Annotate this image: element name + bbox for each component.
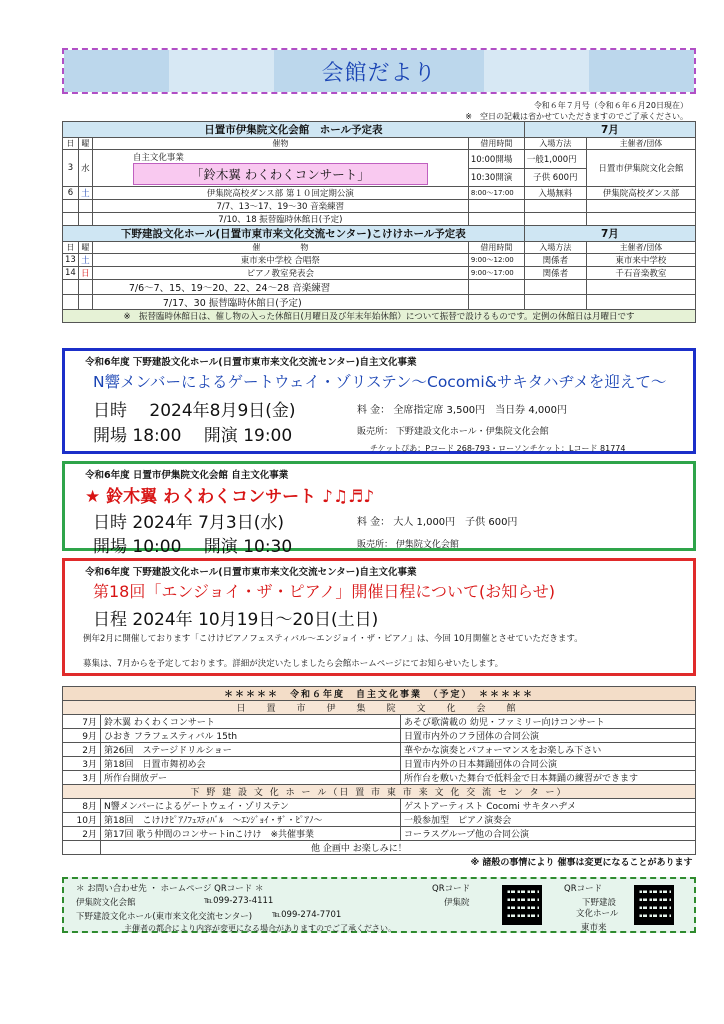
qr-code-ijuin[interactable] (502, 885, 542, 925)
blank-note: ※ 空日の記載は省かせていただきますのでご了承ください。 (465, 112, 688, 121)
table-row: 8月 N響メンバーによるゲートウェイ・ゾリステン ゲストアーティスト Cocomi サキタハヂメ (63, 799, 696, 813)
annual-plan-table: ＊＊＊＊＊ 令和６年度 自主文化事業 （予定） ＊＊＊＊＊ 日 置 市 伊 集 院 文 化 会 館 7月 鈴木翼 わくわくコンサート あそび歌満載の 幼児・ファミリー向けコンサート 9月 ひおき フラフェスティバル 15th 日置市内外のフラ団体の合同公演 2月 第26回 ステージドリルショー 華やかな演奏とパフォーマンスをお楽しみ下さい 3月 第18回 日置市舞初め会 日置市内外の日本舞踊団体の合同公演 3月 所作台開放デー 所作台を敷いた舞台で低料金で日本舞踊の練習ができます 下 野 建 設 文 化 ホ ー ル（日 置 市 東 市 来 文 化 交 流 セ ン タ ー） 8月 N響メンバーによるゲートウェイ・ゾリステン ゲストアーティスト Cocomi サキタハヂメ 10月 第18回 こけけﾋﾟｱﾉﾌｪｽﾃｨﾊﾞﾙ ～ｴﾝｼﾞｮｲ・ｻﾞ・ﾋﾟｱﾉ～ 一般参加型 ピアノ演奏会 2月 第17回 歌う仲間のコンサートinこけけ ※共催事業 コーラスグループ他の合同公演 他 企画中 お楽しみに！ ※ 諸般の事情により 催事は変更になることがあります (62, 686, 696, 868)
table-row: 2月 第17回 歌う仲間のコンサートinこけけ ※共催事業 コーラスグループ他の合同公演 (63, 827, 696, 841)
table-row: 3月 第18回 日置市舞初め会 日置市内外の日本舞踊団体の合同公演 (63, 757, 696, 771)
table-row: 3 水 自主文化事業 「鈴木翼 わくわくコンサート」 10:00開場 一般1,000円 日置市伊集院文化会館 (63, 150, 696, 169)
contact-box: ＊ お問い合わせ先 ・ ホームページ QRコード ＊ 伊集院文化会館 ℡099-273-4111 下野建設文化ホール(東市来文化交流センター) ℡099-274-7701 主催者の都合により内容が変更になる場合がありますのでご了承ください。 QRコード 伊集院 QRコード 下野建設 文化ホール 東市来 (62, 877, 696, 933)
table-row: 13 土 東市来中学校 合唱祭 9:00～12:00 関係者 東市来中学校 (63, 254, 696, 267)
hall1-title: 日置市伊集院文化会館 ホール予定表 (63, 122, 525, 138)
hall1-month: 7月 (524, 122, 695, 138)
issue-date: 令和６年７月号（令和６年６月20日現在） (533, 101, 688, 110)
table-row: 2月 第26回 ステージドリルショー 華やかな演奏とパフォーマンスをお楽しみ下さい (63, 743, 696, 757)
hall1-schedule: 日置市伊集院文化会館 ホール予定表 7月 日 曜 催物 借用時間 入場方法 主催者/団体 3 水 自主文化事業 「鈴木翼 わくわくコンサート」 10:00開場 一般1,000円 日置市伊集院文化会館 10:30開演 子供 600円 6 土 伊集院高校ダンス部 第１０回定期公演 8:00～17:00 入場無料 伊集院高校ダンス部 7/7、13～17、19～30 音楽練習 7/10、18 振替臨時休館日(予定) 下野建設文化ホール(日置市東市来文化交流センター)こけけホール予定表 7月 日 曜 催 物 借用時間 入場方法 主催者/団体 13 土 東市来中学校 合唱祭 9:00～12:00 関係者 東市来中学校 14 日 ピアノ教室発表会 9:00～17:00 関係者 千石音楽教室 7/6～7、15、19～20、22、24～28 音楽練習 7/17、30 振替臨時休館日(予定) ※ 振替臨時休館日は、催し物の入った休館日(月曜日及び年末年始休館）について振替で設けるものです。定例の休館日は月曜日です (62, 121, 696, 323)
hall2-month: 7月 (524, 226, 695, 242)
hall2-title: 下野建設文化ホール(日置市東市来文化交流センター)こけけホール予定表 (63, 226, 525, 242)
event-box-piano: 令和6年度 下野建設文化ホール(日置市東市来文化交流センター)自主文化事業 第18回「エンジョイ・ザ・ピアノ」開催日程について(お知らせ) 日程 2024年 10月19日～20日(土日) 例年2月に開催しております「こけけピアノフェスティバル～エンジョイ・ザ・ピアノ」は、今回 10月開催とさせていただきます。 募集は、7月からを予定しております。詳細が決定いたしましたら会館ホームページにてお知らせいたします。 (62, 558, 696, 676)
table-row: 14 日 ピアノ教室発表会 9:00～17:00 関係者 千石音楽教室 (63, 267, 696, 280)
page-title: 会館だより (321, 60, 437, 86)
event-box-nkyo: 令和6年度 下野建設文化ホール(日置市東市来文化交流センター)自主文化事業 N響メンバーによるゲートウェイ・ゾリステン～Cocomi&サキタハヂメを迎えて～ 日時 2024年8月9日(金) 開場 18:00 開演 19:00 料 金： 全席指定席 3,500円 当日券 4,000円 販売所： 下野建設文化ホール・伊集院文化会館 チケットぴあ：Pコード 268-793・ローソンチケット：Lコード 81774 (62, 348, 696, 454)
plan-title: ＊＊＊＊＊ 令和６年度 自主文化事業 （予定） ＊＊＊＊＊ (63, 687, 696, 701)
holiday-note: ※ 振替臨時休館日は、催し物の入った休館日(月曜日及び年末年始休館）について振替で設けるものです。定例の休館日は月曜日です (63, 310, 696, 323)
change-caution: ※ 諸般の事情により 催事は変更になることがあります (470, 858, 693, 868)
table-row: 9月 ひおき フラフェスティバル 15th 日置市内外のフラ団体の合同公演 (63, 729, 696, 743)
table-row: 7月 鈴木翼 わくわくコンサート あそび歌満載の 幼児・ファミリー向けコンサート (63, 715, 696, 729)
table-row: 10月 第18回 こけけﾋﾟｱﾉﾌｪｽﾃｨﾊﾞﾙ ～ｴﾝｼﾞｮｲ・ｻﾞ・ﾋﾟｱﾉ～ 一般参加型 ピアノ演奏会 (63, 813, 696, 827)
table-row: 3月 所作台開放デー 所作台を敷いた舞台で低料金で日本舞踊の練習ができます (63, 771, 696, 785)
event-box-suzuki: 令和6年度 日置市伊集院文化会館 自主文化事業 ★ 鈴木翼 わくわくコンサート ♪♫♬♪ 日時 2024年 7月3日(水) 開場 10:00 開演 10:30 料 金： 大人 1,000円 子供 600円 販売所： 伊集院文化会館 (62, 461, 696, 551)
qr-code-higashiichiki[interactable] (634, 885, 674, 925)
table-row: 6 土 伊集院高校ダンス部 第１０回定期公演 8:00～17:00 入場無料 伊集院高校ダンス部 (63, 187, 696, 200)
event-highlight: 「鈴木翼 わくわくコンサート」 (133, 163, 428, 185)
